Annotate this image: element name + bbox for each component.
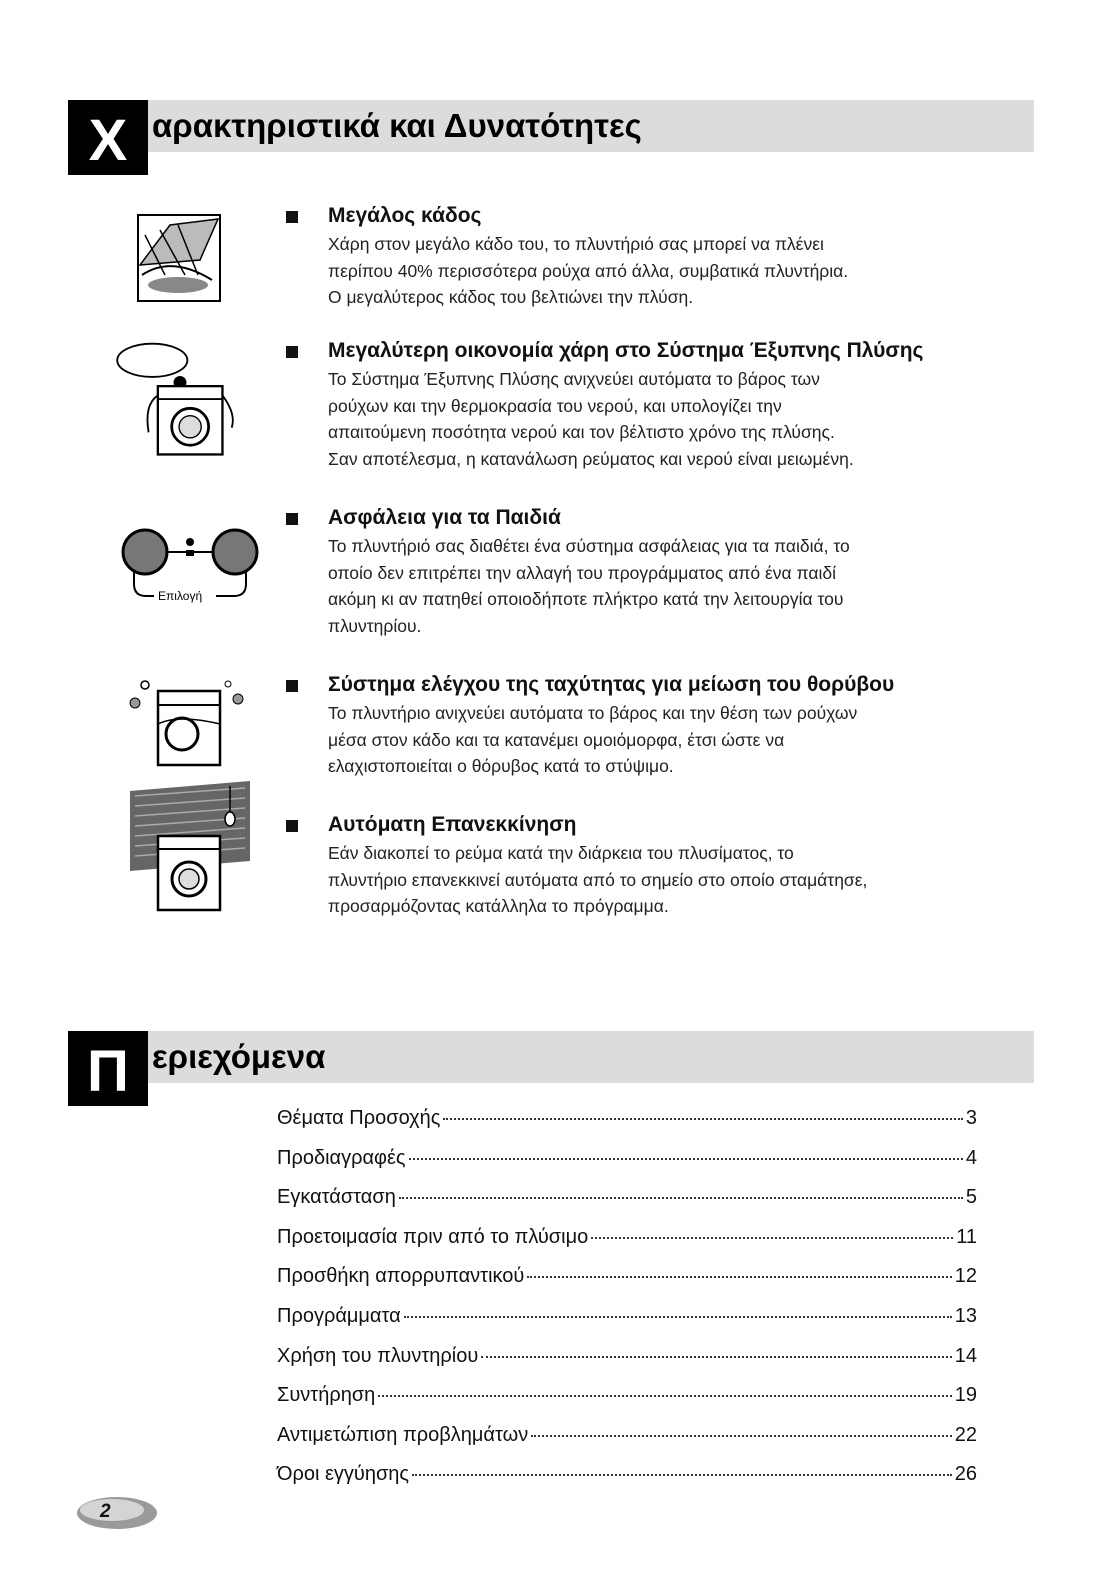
toc-entry[interactable] [277,1305,977,1345]
feature-title: Μεγάλος κάδος [328,204,482,227]
toc-page: 14 [954,1344,977,1367]
feature-title: Μεγαλύτερη οικονομία χάρη στο Σύστημα Έξυπνης Πλύσης [328,339,924,362]
toc-leader-dots [404,1316,952,1318]
child-lock-illustration [100,507,260,627]
header-initial-box: Π [68,1031,148,1106]
feature-body: Το πλυντήριο ανιχνεύει αυτόματα το βάρος και την θέση των ρούχων μέσα στον κάδο και τα κατανέμει ομοιόμορφα, έτσι ώστε να ελαχιστοποιείται ο θόρυβος κατά το στύψιμο. [328,703,858,776]
feature-body: Χάρη στον μεγάλο κάδο του, το πλυντήριό σας μπορεί να πλένει περίπου 40% περισσότερα ρούχα από άλλα, συμβατικά πλυντήρια. Ο μεγαλύτερος κάδος του βελτιώνει την πλύση. [328,234,849,307]
toc-title: Όροι εγγύησης [277,1463,410,1486]
bullet [286,211,298,223]
toc-leader-dots [412,1474,952,1476]
bullet [286,513,298,525]
toc-entry[interactable] [277,1147,977,1187]
header-initial-box: Χ [68,100,148,175]
toc-page: 12 [954,1265,977,1288]
toc-title: Θέματα Προσοχής [277,1107,441,1129]
toc-page: 22 [954,1423,977,1446]
toc-leader-dots [399,1197,963,1199]
illustration-label: Επιλογή [158,589,203,603]
toc-leader-dots [378,1395,951,1397]
bullet [286,680,298,692]
bullet [286,820,298,832]
smart-wash-illustration [100,340,260,460]
toc-title: Προετοιμασία πριν από το πλύσιμο [277,1225,589,1248]
toc-entry[interactable] [277,1384,977,1424]
toc-entry[interactable] [277,1226,977,1266]
toc-page: 4 [965,1146,977,1169]
toc-page: 13 [954,1304,977,1327]
toc-title: Εγκατάσταση [277,1186,396,1209]
toc-title: Προγράμματα [277,1304,401,1327]
feature-body: Το Σύστημα Έξυπνης Πλύσης ανιχνεύει αυτόματα το βάρος των ρούχων και την θερμοκρασία του νερού, και υπολογίζει την απαιτούμενη ποσότητα νερού και τον βέλτιστο χρόνο της πλύσης. Σαν αποτέλεσμα, η κατανάλωση ρεύματος και νερού είναι μειωμένη. [328,369,854,469]
toc-entry[interactable] [277,1265,977,1305]
toc-page: 19 [954,1384,977,1407]
toc-leader-dots [527,1276,951,1278]
toc-entry[interactable] [277,1107,977,1147]
toc-leader-dots [531,1435,952,1437]
feature-title: Ασφάλεια για τα Παιδιά [328,506,561,529]
toc-title: Προδιαγραφές [277,1146,406,1169]
toc-title: Αντιμετώπιση προβλημάτων [277,1423,529,1446]
toc-leader-dots [481,1356,951,1358]
toc-entry[interactable] [277,1463,977,1503]
toc-entry[interactable] [277,1186,977,1226]
toc-title: Συντήρηση [277,1384,376,1407]
section-title: αρακτηριστικά και Δυνατότητες [152,107,642,144]
page-number: 2 [100,1501,111,1522]
feature-body: Εάν διακοπεί το ρεύμα κατά την διάρκεια του πλυσίματος, το πλυντήριο επανεκκινεί αυτόματα από το σημείο στο οποίο σταμάτησε, προσαρμόζοντας κατάλληλα το πρόγραμμα. [328,843,868,916]
toc-title: Χρήση του πλυντηρίου [277,1344,479,1367]
large-drum-illustration [100,205,260,325]
bullet [286,346,298,358]
section-title: εριεχόμενα [152,1038,326,1075]
table-of-contents [277,1107,977,1503]
feature-title: Σύστημα ελέγχου της ταχύτητας για μείωση του θορύβου [328,673,895,696]
toc-page: 26 [954,1463,977,1486]
toc-leader-dots [443,1118,962,1120]
toc-leader-dots [591,1237,953,1239]
toc-title: Προσθήκη απορρυπαντικού [277,1265,525,1288]
feature-title: Αυτόματη Επανεκκίνηση [328,813,577,836]
toc-page: 3 [965,1107,977,1129]
toc-entry[interactable] [277,1345,977,1385]
toc-entry[interactable] [277,1424,977,1464]
toc-page: 11 [956,1225,977,1248]
toc-page: 5 [965,1186,977,1209]
page-number-badge [65,1493,160,1533]
auto-restart-illustration [100,776,260,916]
toc-leader-dots [409,1158,963,1160]
page-badge-shape [65,1493,160,1533]
feature-body: Το πλυντήριό σας διαθέτει ένα σύστημα ασφάλειας για τα παιδιά, το οποίο δεν επιτρέπει την αλλαγή του προγράμματος από ένα παιδί ακόμη κι αν πατηθεί οποιοδήποτε πλήκτρο κατά την λειτουργία του πλυντηρίου. [328,536,850,636]
